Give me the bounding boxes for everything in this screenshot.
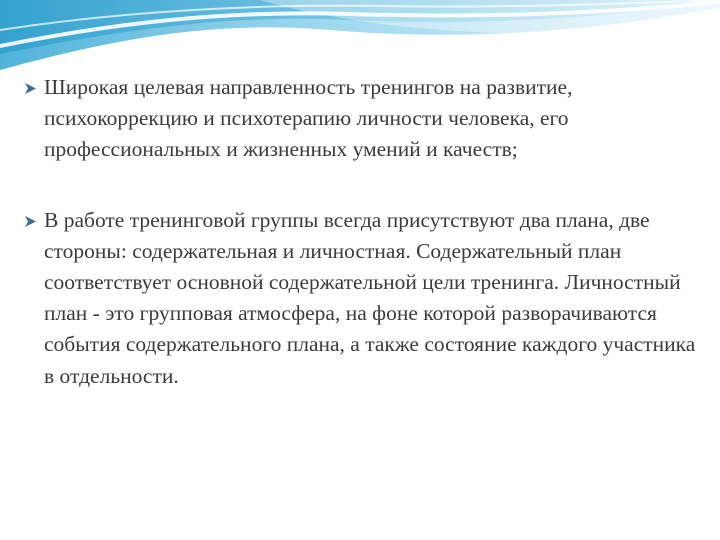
bullet-text: Широкая целевая направленность тренингов на развитие, психокоррекцию и психотерапию личности человека, его профессиональных и жизненных умений и качеств; (44, 75, 573, 162)
arrow-bullet-icon (24, 82, 37, 95)
bullet-item-two-plans (24, 205, 700, 392)
arrow-bullet-icon (24, 215, 37, 228)
bullet-list (24, 72, 700, 392)
bullet-text: В работе тренинговой группы всегда присутствуют два плана, две стороны: содержательная и личностная. Содержательный план соответствует основной содержательной цели тренинга. Личностный план - это групповая атмосфера, на фоне которой разворачиваются события содержательного плана, а также состояние каждого участника в отдельности. (44, 207, 696, 388)
bullet-item-training-focus (24, 72, 700, 166)
